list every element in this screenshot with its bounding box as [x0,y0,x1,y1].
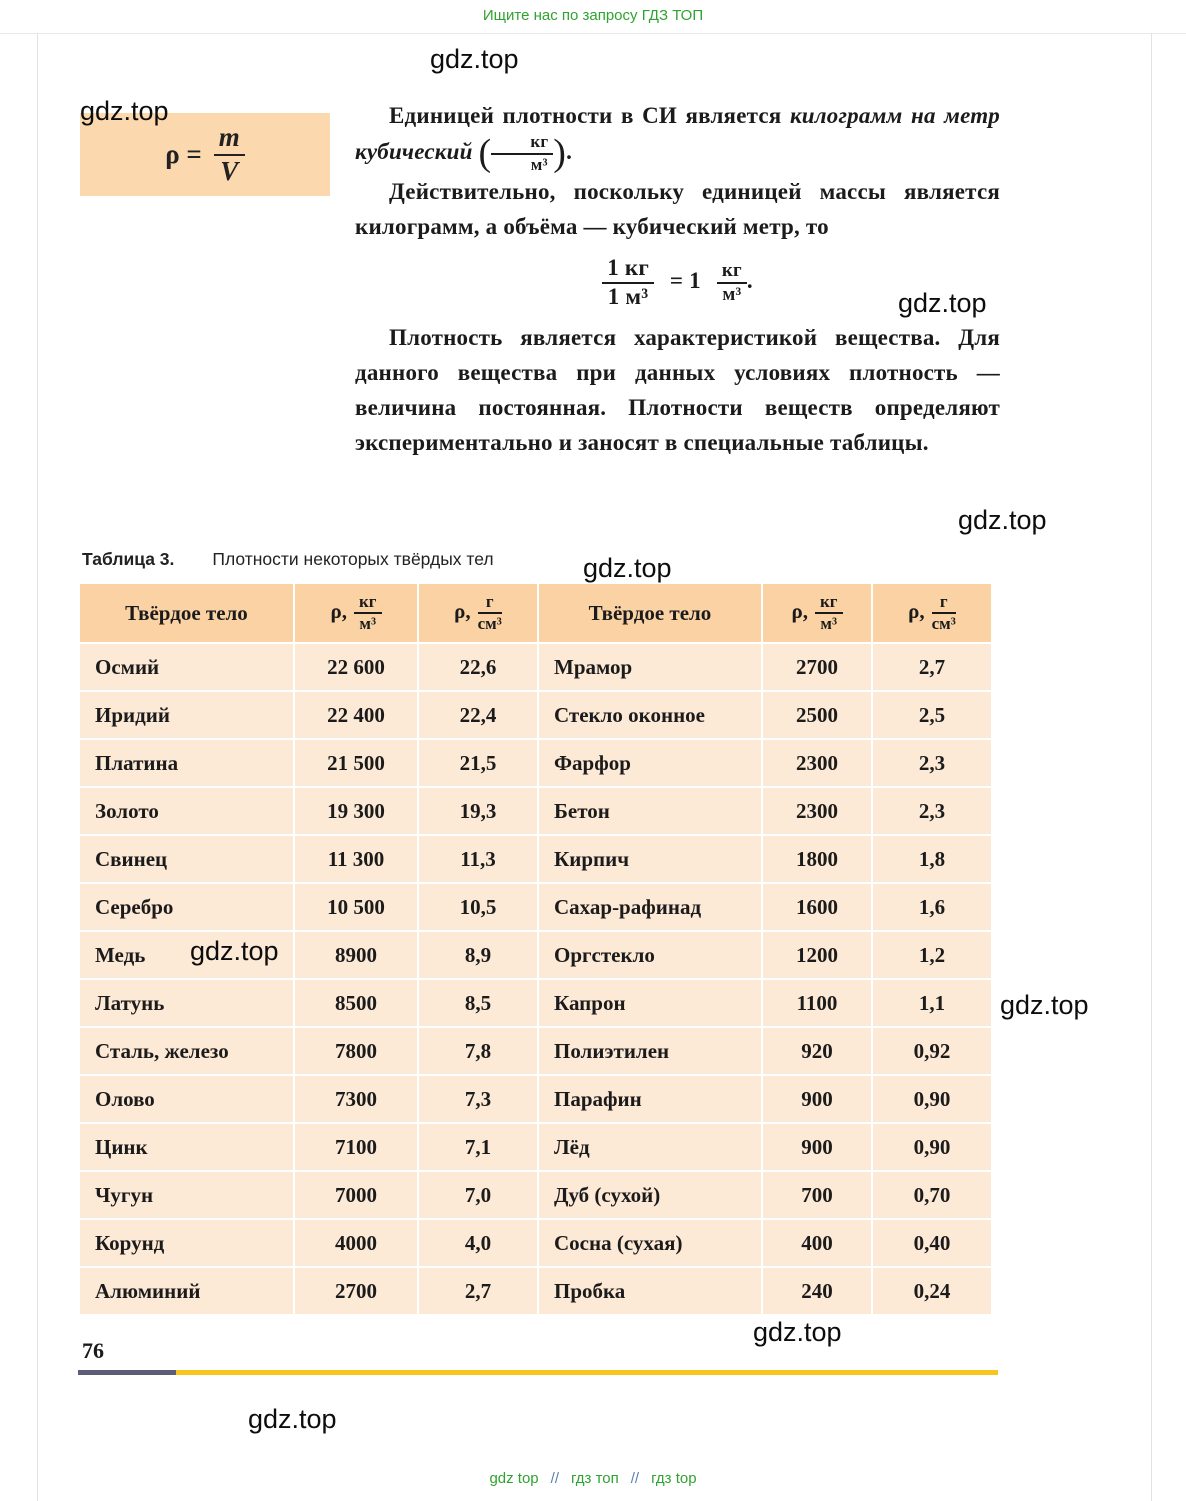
density-value-cell: 22,6 [419,644,537,690]
density-value-cell: 1,6 [873,884,991,930]
density-value-cell: 7300 [295,1076,417,1122]
footer-links [0,1470,1186,1487]
material-cell: Платина [80,740,293,786]
density-value-cell: 1,1 [873,980,991,1026]
density-value-cell: 19,3 [419,788,537,834]
density-value-cell: 10,5 [419,884,537,930]
density-table-head [80,584,991,642]
table-row [80,740,991,786]
density-value-cell: 4,0 [419,1220,537,1266]
bottom-rule-yellow-segment [176,1370,998,1375]
material-cell: Сахар-рафинад [539,884,761,930]
material-cell: Дуб (сухой) [539,1172,761,1218]
inline-kg-m3-fraction: $\frac{кг}{\text{м³}}$ [491,133,553,174]
density-value-cell: 0,90 [873,1124,991,1170]
material-cell: Золото [80,788,293,834]
density-value-cell: 21 500 [295,740,417,786]
material-cell: Бетон [539,788,761,834]
density-value-cell: 900 [763,1124,871,1170]
density-value-cell: 8500 [295,980,417,1026]
fraction-kg-m3: $\frac{кг}{\text{м³}}$ [717,261,747,306]
density-value-cell: 8,5 [419,980,537,1026]
top-banner-link[interactable]: Ищите нас по запросу ГДЗ ТОП [482,7,704,24]
density-value-cell: 7,3 [419,1076,537,1122]
density-value-cell: 1,8 [873,836,991,882]
footer-link-gdz-top-2[interactable]: гдз топ [571,1470,619,1487]
density-value-cell: 240 [763,1268,871,1314]
col-header-material-right: Твёрдое тело [539,584,761,642]
table-row [80,980,991,1026]
density-value-cell: 0,24 [873,1268,991,1314]
header-row [80,584,991,642]
top-divider [0,33,1186,34]
density-value-cell: 10 500 [295,884,417,930]
formula-rho-equals: ρ = [165,139,202,169]
material-cell: Парафин [539,1076,761,1122]
density-value-cell: 7000 [295,1172,417,1218]
material-cell: Чугун [80,1172,293,1218]
material-cell: Серебро [80,884,293,930]
material-cell: Лёд [539,1124,761,1170]
table-row [80,884,991,930]
density-value-cell: 900 [763,1076,871,1122]
footer-separator: // [550,1470,559,1487]
material-cell: Полиэтилен [539,1028,761,1074]
bottom-rule [78,1370,998,1375]
density-value-cell: 2500 [763,692,871,738]
density-value-cell: 19 300 [295,788,417,834]
density-value-cell: 7,0 [419,1172,537,1218]
density-value-cell: 7,8 [419,1028,537,1074]
watermark: gdz.top [80,96,169,126]
watermark: gdz.top [958,505,1047,535]
density-value-cell: 0,92 [873,1028,991,1074]
density-value-cell: 0,90 [873,1076,991,1122]
material-cell: Корунд [80,1220,293,1266]
material-cell: Медь [80,932,293,978]
table-caption-label: Таблица 3. [82,549,175,569]
bottom-rule-dark-segment [78,1370,176,1375]
watermark: gdz.top [898,288,987,318]
density-value-cell: 1800 [763,836,871,882]
table-caption [82,549,494,570]
density-value-cell: 0,70 [873,1172,991,1218]
density-value-cell: 4000 [295,1220,417,1266]
material-cell: Иридий [80,692,293,738]
density-value-cell: 8900 [295,932,417,978]
watermark: gdz.top [1000,990,1089,1020]
scan-edge-right [1151,33,1152,1501]
density-value-cell: 700 [763,1172,871,1218]
table-row [80,1076,991,1122]
material-cell: Цинк [80,1124,293,1170]
table-row [80,1124,991,1170]
unit-equation: $\frac{1 кг}{\text{1 м³}}$ = 1 $\frac{кг}{\text{м³}}$ . [355,256,1000,310]
density-value-cell: 2,5 [873,692,991,738]
table-row [80,1172,991,1218]
paragraph-indeed: Действительно, поскольку единицей массы является килограмм, а объёма — кубический метр, то [355,179,1000,240]
material-cell: Фарфор [539,740,761,786]
density-value-cell: 2300 [763,788,871,834]
col-header-density-kg-right: ρ, $\frac{кг}{\text{м³}}$ [763,584,871,642]
footer-link-gdz-top-3[interactable]: гдз top [651,1470,697,1487]
material-cell: Пробка [539,1268,761,1314]
col-header-density-kg-left: ρ, $\frac{кг}{\text{м³}}$ [295,584,417,642]
density-value-cell: 920 [763,1028,871,1074]
density-table-body [80,644,991,1314]
density-value-cell: 22 400 [295,692,417,738]
table-row [80,788,991,834]
density-value-cell: 8,9 [419,932,537,978]
table-row [80,1220,991,1266]
density-value-cell: 2700 [295,1268,417,1314]
table-row [80,1028,991,1074]
watermark: gdz.top [583,553,672,583]
watermark: gdz.top [190,936,279,966]
paragraph-si-unit: Единицей плотности в СИ является килограмм на метр кубический ( $\frac{кг}{\text{м³}}$ ). [355,103,1000,175]
density-value-cell: 2,3 [873,788,991,834]
formula-m-over-v: $\frac{m}{V}$ [214,123,245,185]
paragraph-density-property: Плотность является характеристикой вещества. Для данного вещества при данных условиях плотность — величина постоянная. Плотности веществ определяют экспериментально и заносят в специальные таблицы. [355,325,1000,456]
density-value-cell: 21,5 [419,740,537,786]
density-value-cell: 2300 [763,740,871,786]
density-value-cell: 7800 [295,1028,417,1074]
density-value-cell: 1,2 [873,932,991,978]
density-value-cell: 1100 [763,980,871,1026]
density-value-cell: 11 300 [295,836,417,882]
watermark: gdz.top [248,1404,337,1434]
density-value-cell: 22 600 [295,644,417,690]
density-value-cell: 0,40 [873,1220,991,1266]
density-value-cell: 22,4 [419,692,537,738]
body-text-column [355,98,1000,460]
density-value-cell: 1600 [763,884,871,930]
density-value-cell: 2,3 [873,740,991,786]
scan-edge-left [37,33,38,1501]
col-header-density-g-left: ρ, $\frac{г}{\text{см³}}$ [419,584,537,642]
watermark: gdz.top [430,44,519,74]
material-cell: Кирпич [539,836,761,882]
table-caption-text: Плотности некоторых твёрдых тел [212,549,494,569]
table-row [80,1268,991,1314]
density-value-cell: 7100 [295,1124,417,1170]
density-value-cell: 11,3 [419,836,537,882]
material-cell: Латунь [80,980,293,1026]
col-header-material-left: Твёрдое тело [80,584,293,642]
material-cell: Сосна (сухая) [539,1220,761,1266]
page-number: 76 [82,1338,104,1363]
footer-link-gdz-top-1[interactable]: gdz top [489,1470,539,1487]
material-cell: Осмий [80,644,293,690]
material-cell: Мрамор [539,644,761,690]
material-cell: Алюминий [80,1268,293,1314]
density-value-cell: 1200 [763,932,871,978]
material-cell: Свинец [80,836,293,882]
material-cell: Оргстекло [539,932,761,978]
density-value-cell: 2,7 [873,644,991,690]
density-value-cell: 400 [763,1220,871,1266]
material-cell: Капрон [539,980,761,1026]
table-row [80,692,991,738]
material-cell: Стекло оконное [539,692,761,738]
watermark: gdz.top [753,1317,842,1347]
col-header-density-g-right: ρ, $\frac{г}{\text{см³}}$ [873,584,991,642]
table-row [80,644,991,690]
fraction-1kg-1m3: $\frac{1 кг}{\text{1 м³}}$ [602,256,654,310]
density-value-cell: 2,7 [419,1268,537,1314]
footer-separator: // [630,1470,640,1487]
density-value-cell: 7,1 [419,1124,537,1170]
material-cell: Сталь, железо [80,1028,293,1074]
material-cell: Олово [80,1076,293,1122]
density-value-cell: 2700 [763,644,871,690]
table-row [80,836,991,882]
